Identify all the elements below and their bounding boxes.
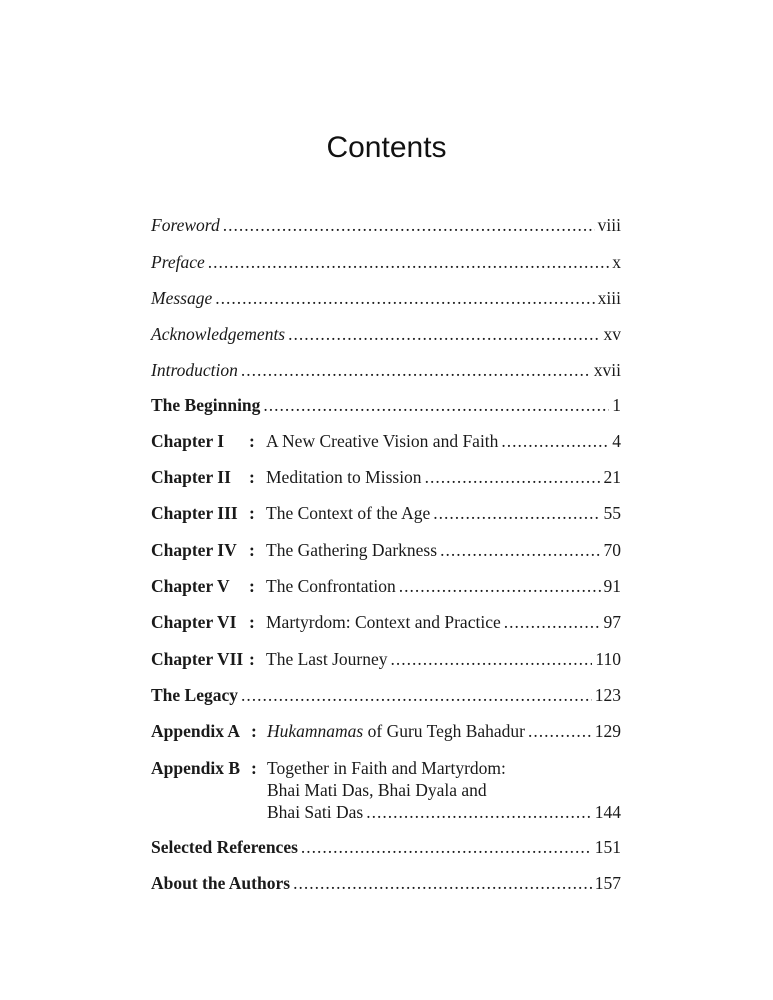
page-number: 21: [603, 467, 621, 487]
page-number: 1: [612, 395, 621, 415]
toc-entry-chapter-7[interactable]: [151, 648, 621, 670]
toc-entry-the-legacy[interactable]: [151, 684, 621, 706]
page-number: 151: [594, 837, 621, 857]
separator: :: [249, 649, 255, 669]
dot-leader: [293, 872, 592, 894]
dot-leader: [288, 323, 600, 345]
entry-label: Foreword: [151, 215, 220, 235]
page-number: 55: [603, 503, 621, 523]
page-number: 129: [594, 721, 621, 741]
dot-leader: [425, 466, 601, 488]
separator: :: [251, 758, 257, 778]
entry-label: Selected References: [151, 837, 298, 857]
appendix-title-line-3: Bhai Sati Das: [267, 802, 364, 822]
page-number: xvii: [593, 360, 621, 380]
chapter-label: Chapter III: [151, 503, 238, 523]
appendix-title-italic: Hukamnamas: [267, 721, 364, 741]
separator: :: [249, 540, 255, 560]
appendix-title: [267, 720, 525, 742]
toc-entry-chapter-4[interactable]: [151, 539, 621, 561]
entry-label: The Legacy: [151, 685, 239, 705]
appendix-title-line-1: Together in Faith and Martyrdom:: [267, 758, 506, 778]
toc-entry-chapter-6[interactable]: [151, 611, 621, 633]
dot-leader: [263, 394, 609, 416]
dot-leader: [241, 359, 591, 381]
dot-leader: [215, 287, 594, 309]
chapter-title: Meditation to Mission: [266, 467, 422, 487]
appendix-title-line-2: Bhai Mati Das, Bhai Dyala and: [267, 780, 487, 800]
toc-entry-chapter-3[interactable]: [151, 502, 621, 524]
entry-label: About the Authors: [151, 873, 291, 893]
chapter-title: A New Creative Vision and Faith: [266, 431, 499, 451]
dot-leader: [504, 611, 601, 633]
entry-label: Message: [151, 288, 213, 308]
page-number: 157: [594, 873, 621, 893]
toc-entry-appendix-b[interactable]: [151, 757, 621, 823]
page-number: 97: [603, 612, 621, 632]
toc-entry-introduction[interactable]: [151, 359, 621, 381]
page-number: 4: [612, 431, 621, 451]
chapter-title: The Confrontation: [266, 576, 396, 596]
chapter-title: The Last Journey: [266, 649, 388, 669]
dot-leader: [301, 836, 592, 858]
page-number: 123: [594, 685, 621, 705]
page-title: Contents: [326, 131, 447, 164]
chapter-title: The Context of the Age: [266, 503, 431, 523]
separator: :: [249, 467, 255, 487]
chapter-label: Chapter II: [151, 467, 231, 487]
separator: :: [251, 721, 257, 741]
dot-leader: [223, 214, 595, 236]
dot-leader: [528, 720, 592, 742]
chapter-label: Chapter VII: [151, 649, 244, 669]
entry-label: The Beginning: [151, 395, 261, 415]
dot-leader: [391, 648, 593, 670]
toc-entry-chapter-2[interactable]: [151, 466, 621, 488]
dot-leader: [433, 502, 600, 524]
toc-entry-the-beginning[interactable]: [151, 394, 621, 416]
entry-label: Introduction: [151, 360, 238, 380]
toc-entry-chapter-5[interactable]: [151, 575, 621, 597]
appendix-label: Appendix B: [151, 758, 240, 778]
separator: :: [249, 431, 255, 451]
entry-label: Preface: [151, 252, 205, 272]
toc-entry-message[interactable]: [151, 287, 621, 309]
page-number: 110: [595, 649, 621, 669]
page-number: xiii: [597, 288, 621, 308]
dot-leader: [366, 801, 592, 823]
toc-entry-selected-references[interactable]: [151, 836, 621, 858]
dot-leader: [241, 684, 592, 706]
separator: :: [249, 576, 255, 596]
dot-leader: [208, 251, 609, 273]
page-number: x: [612, 252, 621, 272]
dot-leader: [440, 539, 600, 561]
appendix-title-rest: of Guru Tegh Bahadur: [363, 721, 525, 741]
separator: :: [249, 612, 255, 632]
toc-entry-foreword[interactable]: [151, 214, 621, 236]
page-number: 91: [603, 576, 621, 596]
page-number: xv: [603, 324, 621, 344]
toc-entry-appendix-a[interactable]: [151, 720, 621, 742]
chapter-label: Chapter IV: [151, 540, 237, 560]
dot-leader: [501, 430, 609, 452]
page-number: viii: [597, 215, 621, 235]
chapter-label: Chapter V: [151, 576, 230, 596]
page-number: 70: [603, 540, 621, 560]
chapter-label: Chapter I: [151, 431, 225, 451]
chapter-title: Martyrdom: Context and Practice: [266, 612, 501, 632]
appendix-label: Appendix A: [151, 721, 240, 741]
toc-entry-chapter-1[interactable]: [151, 430, 621, 452]
chapter-title: The Gathering Darkness: [266, 540, 438, 560]
toc-entry-about-the-authors[interactable]: [151, 872, 621, 894]
entry-label: Acknowledgements: [151, 324, 286, 344]
toc-entry-preface[interactable]: [151, 251, 621, 273]
toc-entry-acknowledgements[interactable]: [151, 323, 621, 345]
chapter-label: Chapter VI: [151, 612, 237, 632]
page-number: 144: [594, 802, 621, 822]
dot-leader: [399, 575, 601, 597]
separator: :: [249, 503, 255, 523]
